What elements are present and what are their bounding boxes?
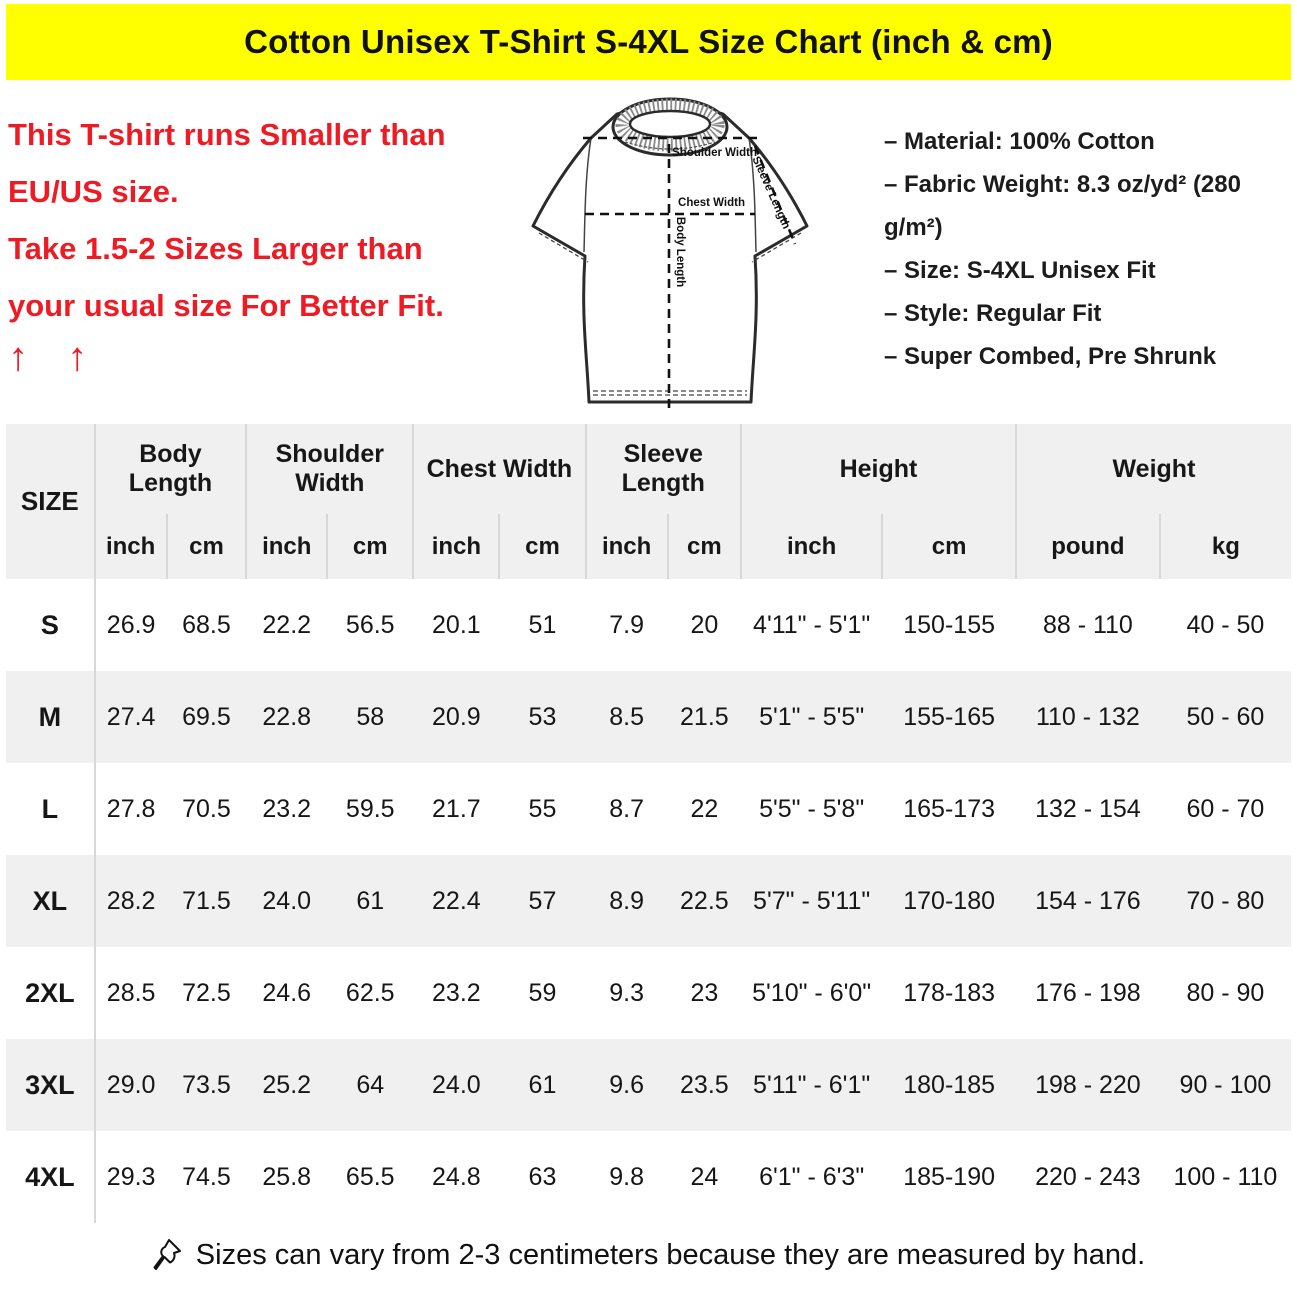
size-chart-header (6, 424, 1291, 579)
value-cell: 90 - 100 (1160, 1039, 1291, 1131)
value-cell: 29.3 (106, 1162, 156, 1191)
value-cell: 24.0 (246, 855, 327, 947)
table-row (6, 1131, 1291, 1223)
size-chart-body (6, 579, 1291, 1223)
column-group-header: Chest Width (413, 424, 585, 514)
value-cell: 100 - 110 (1173, 1162, 1278, 1191)
value-cell: 8.9 (586, 855, 668, 947)
unit-header: inch (95, 514, 167, 579)
value-cell: 170-180 (882, 855, 1016, 947)
value-cell: 5'1" - 5'5" (741, 671, 882, 763)
value-cell: 110 - 132 (1016, 671, 1160, 763)
value-cell: 68.5 (182, 610, 231, 639)
column-group-header: Sleeve Length (586, 424, 741, 514)
title-banner (6, 4, 1291, 80)
value-cell: 27.4 (95, 671, 167, 763)
size-cell: M (6, 671, 95, 763)
value-cell: 62.5 (345, 978, 395, 1007)
value-cell: 25.8 (262, 1162, 312, 1191)
unit-header: inch (413, 514, 499, 579)
value-cell: 21.5 (668, 671, 741, 763)
sleeve-length-label: Sleeve Length (749, 154, 793, 231)
column-group-header: Weight (1016, 424, 1291, 514)
size-cell: S (6, 579, 95, 671)
value-cell: 59 (528, 978, 557, 1007)
size-cell: L (6, 763, 95, 855)
value-cell: 26.9 (106, 610, 156, 639)
value-cell: 7.9 (609, 610, 644, 639)
value-cell: 178-183 (903, 978, 995, 1007)
up-arrows-icon: ↑ ↑ (8, 335, 102, 379)
value-cell: 132 - 154 (1035, 794, 1141, 823)
value-cell: 5'10" - 6'0" (752, 978, 872, 1007)
value-cell: 29.0 (95, 1039, 167, 1131)
value-cell: 22.4 (413, 855, 499, 947)
chest-width-label: Chest Width (678, 197, 745, 209)
table-row (6, 1039, 1291, 1131)
top-section (6, 80, 1291, 424)
value-cell: 154 - 176 (1016, 855, 1160, 947)
value-cell: 21.7 (432, 794, 481, 823)
value-cell: 176 - 198 (1035, 978, 1141, 1007)
value-cell: 58 (327, 671, 413, 763)
value-cell: 80 - 90 (1186, 978, 1265, 1007)
unit-header: inch (741, 514, 882, 579)
value-cell: 71.5 (167, 855, 247, 947)
value-cell: 22.2 (262, 610, 312, 639)
tshirt-measurement-diagram (504, 94, 836, 431)
value-cell: 59.5 (345, 794, 395, 823)
value-cell: 5'5" - 5'8" (759, 794, 865, 823)
value-cell: 24.8 (432, 1162, 481, 1191)
fit-warning-line: This T-shirt runs Smaller than (8, 117, 446, 152)
value-cell: 23 (690, 978, 719, 1007)
table-row (6, 855, 1291, 947)
value-cell: 20 (690, 610, 719, 639)
value-cell: 165-173 (903, 794, 995, 823)
body-length-label: Body Length (674, 216, 686, 288)
unit-header: kg (1160, 514, 1291, 579)
value-cell: 23.2 (262, 794, 312, 823)
size-column-header: SIZE (6, 424, 95, 579)
value-cell: 9.3 (609, 978, 644, 1007)
unit-header: inch (246, 514, 327, 579)
product-specs (836, 94, 1291, 378)
value-cell: 64 (327, 1039, 413, 1131)
value-cell: 5'11" - 6'1" (741, 1039, 882, 1131)
column-group-header: Height (741, 424, 1016, 514)
value-cell: 57 (499, 855, 585, 947)
spec-item: – Style: Regular Fit (884, 300, 1102, 327)
value-cell: 8.7 (609, 794, 644, 823)
value-cell: 22.5 (668, 855, 741, 947)
value-cell: 53 (499, 671, 585, 763)
fit-warning-text (8, 94, 504, 380)
column-group-header: Shoulder Width (246, 424, 413, 514)
value-cell: 70.5 (182, 794, 231, 823)
product-specs-list (884, 120, 1291, 378)
value-cell: 24.0 (413, 1039, 499, 1131)
spec-item: – Super Combed, Pre Shrunk (884, 343, 1217, 370)
value-cell: 27.8 (106, 794, 156, 823)
value-cell: 88 - 110 (1042, 610, 1133, 639)
footer-note-text: Sizes can vary from 2-3 centimeters because they are measured by hand. (195, 1238, 1146, 1271)
value-cell: 28.5 (106, 978, 156, 1007)
unit-header: pound (1016, 514, 1160, 579)
table-row (6, 763, 1291, 855)
table-row (6, 579, 1291, 671)
value-cell: 198 - 220 (1016, 1039, 1160, 1131)
value-cell: 25.2 (246, 1039, 327, 1131)
unit-header: cm (668, 514, 741, 579)
value-cell: 220 - 243 (1035, 1162, 1141, 1191)
size-cell: XL (6, 855, 95, 947)
value-cell: 61 (327, 855, 413, 947)
value-cell: 28.2 (95, 855, 167, 947)
size-cell: 2XL (6, 947, 95, 1039)
unit-header: cm (499, 514, 585, 579)
size-cell: 3XL (6, 1039, 95, 1131)
table-row (6, 947, 1291, 1039)
spec-item: – Material: 100% Cotton (884, 128, 1155, 155)
unit-header: cm (882, 514, 1016, 579)
table-row (6, 671, 1291, 763)
value-cell: 9.6 (586, 1039, 668, 1131)
value-cell: 74.5 (182, 1162, 231, 1191)
unit-header: cm (327, 514, 413, 579)
size-cell: 4XL (6, 1131, 95, 1223)
unit-header: inch (586, 514, 668, 579)
value-cell: 65.5 (345, 1162, 395, 1191)
value-cell: 20.9 (413, 671, 499, 763)
value-cell: 22.8 (246, 671, 327, 763)
value-cell: 40 - 50 (1186, 610, 1265, 639)
size-chart-table (6, 424, 1291, 1223)
value-cell: 24.6 (262, 978, 312, 1007)
value-cell: 70 - 80 (1160, 855, 1291, 947)
value-cell: 61 (499, 1039, 585, 1131)
value-cell: 155-165 (882, 671, 1016, 763)
value-cell: 55 (528, 794, 557, 823)
value-cell: 72.5 (182, 978, 231, 1007)
tshirt-diagram-svg (504, 94, 836, 426)
value-cell: 23.5 (668, 1039, 741, 1131)
value-cell: 63 (528, 1162, 557, 1191)
value-cell: 60 - 70 (1186, 794, 1265, 823)
page-title: Cotton Unisex T-Shirt S-4XL Size Chart (inch & cm) (244, 23, 1053, 60)
value-cell: 22 (690, 794, 719, 823)
collar-inner (630, 111, 710, 137)
value-cell: 50 - 60 (1160, 671, 1291, 763)
footer-note (6, 1231, 1291, 1279)
value-cell: 73.5 (167, 1039, 247, 1131)
value-cell: 8.5 (586, 671, 668, 763)
value-cell: 56.5 (345, 610, 395, 639)
fit-warning-line: your usual size For Better Fit. (8, 288, 444, 323)
value-cell: 9.8 (609, 1162, 644, 1191)
value-cell: 150-155 (903, 610, 995, 639)
value-cell: 20.1 (432, 610, 481, 639)
pushpin-icon (152, 1238, 182, 1272)
value-cell: 69.5 (167, 671, 247, 763)
spec-item: – Size: S-4XL Unisex Fit (884, 257, 1156, 284)
value-cell: 4'11" - 5'1" (753, 610, 871, 639)
spec-item: – Fabric Weight: 8.3 oz/yd² (280 g/m²) (884, 171, 1241, 241)
value-cell: 185-190 (903, 1162, 995, 1191)
fit-warning-line: EU/US size. (8, 174, 179, 209)
column-group-header: Body Length (95, 424, 247, 514)
unit-header: cm (167, 514, 247, 579)
value-cell: 23.2 (432, 978, 481, 1007)
value-cell: 6'1" - 6'3" (759, 1162, 865, 1191)
fit-warning-line: Take 1.5-2 Sizes Larger than (8, 231, 423, 266)
shoulder-width-label: Shoulder Width (672, 147, 757, 159)
value-cell: 5'7" - 5'11" (741, 855, 882, 947)
value-cell: 51 (528, 610, 557, 639)
value-cell: 24 (690, 1162, 719, 1191)
value-cell: 180-185 (882, 1039, 1016, 1131)
